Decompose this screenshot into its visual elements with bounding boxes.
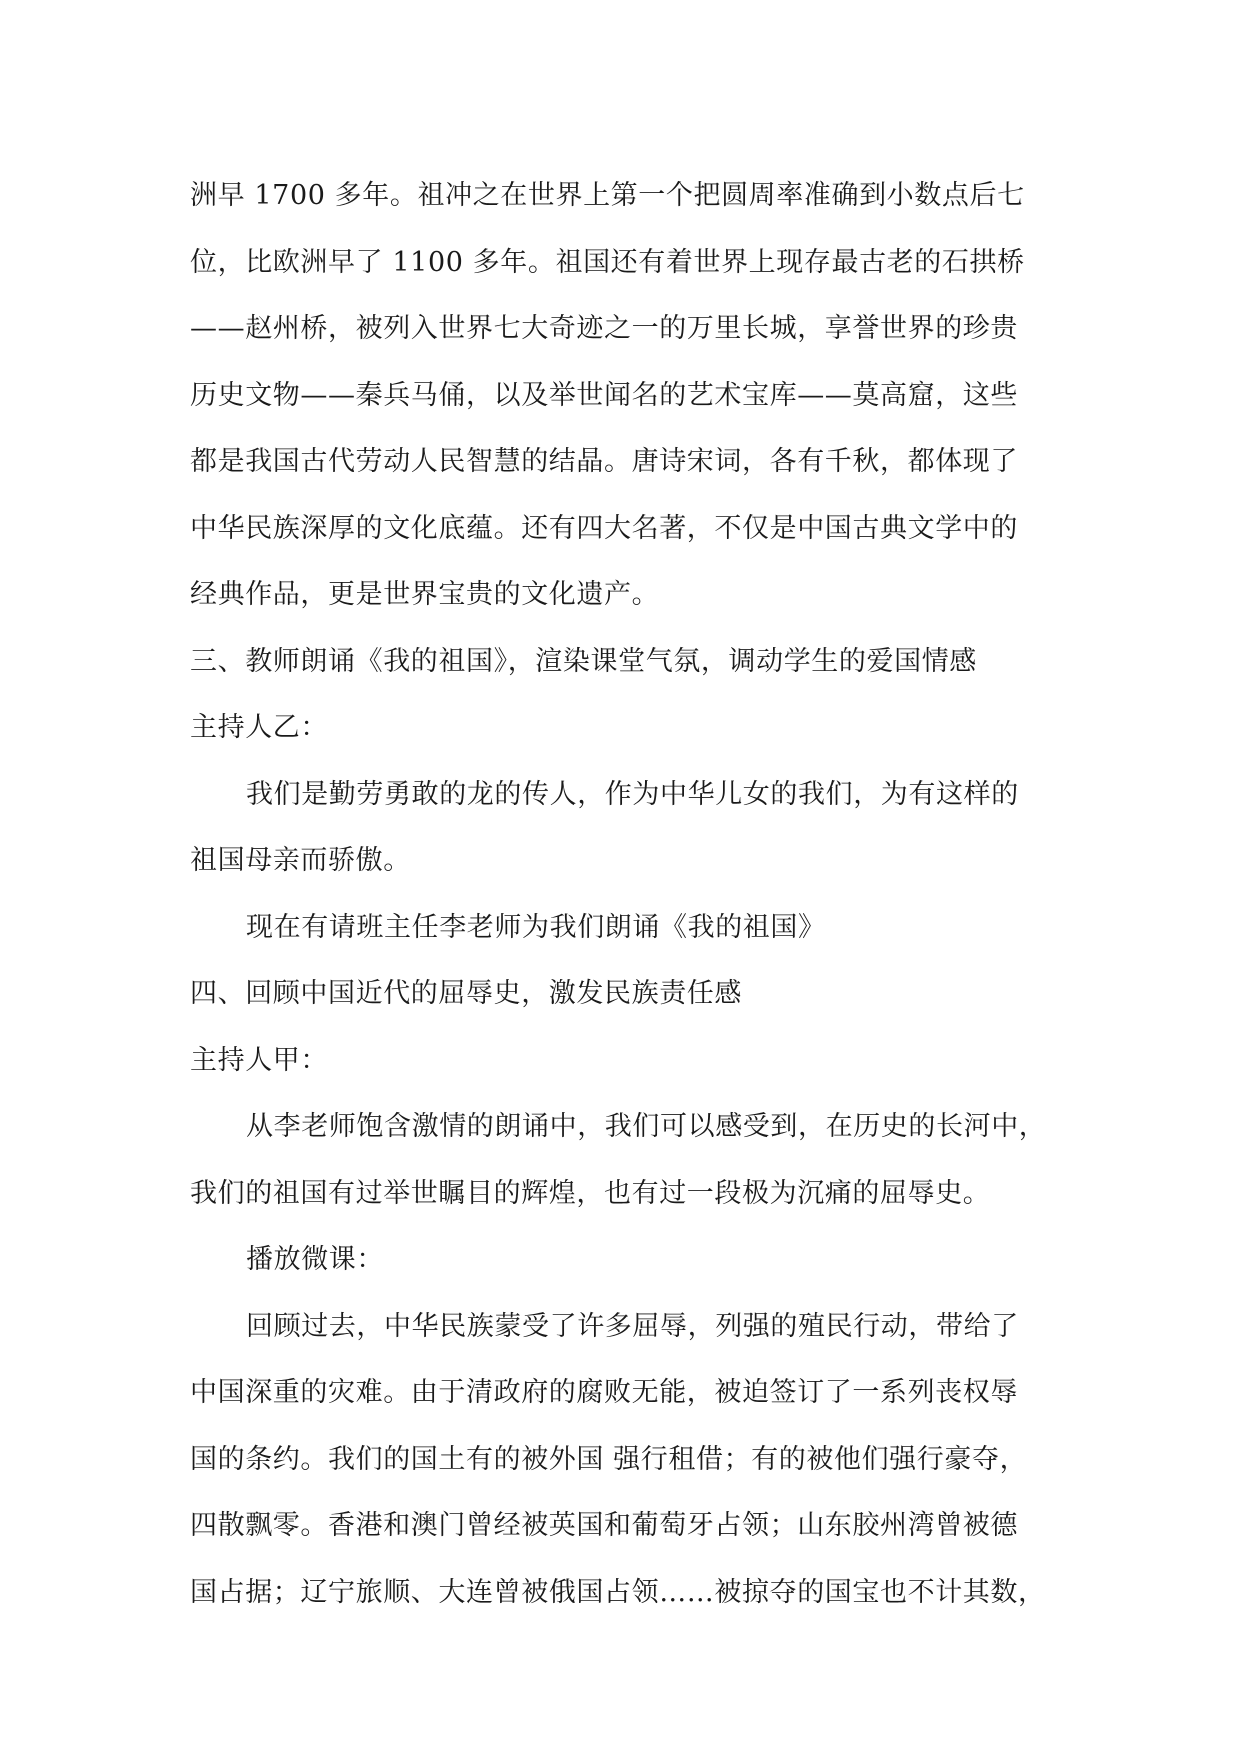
text-line: 经典作品，更是世界宝贵的文化遗产。 (190, 579, 660, 610)
text-line: 洲早 1700 多年。祖冲之在世界上第一个把圆周率准确到小数点后七 (190, 180, 1025, 211)
section-heading: 三、教师朗诵《我的祖国》，渲染课堂气氛，调动学生的爱国情感 (190, 645, 977, 677)
text-line: 我们是勤劳勇敢的龙的传人，作为中华儿女的我们，为有这样的 (246, 778, 1019, 810)
text-line: 播放微课： (246, 1244, 384, 1275)
text-line: 都是我国古代劳动人民智慧的结晶。唐诗宋词，各有千秋，都体现了 (190, 446, 1018, 477)
text-line: 四散飘零。香港和澳门曾经被英国和葡萄牙占领；山东胶州湾曾被德 (190, 1510, 1018, 1541)
text-line: 祖国母亲而骄傲。 (190, 845, 411, 876)
section-heading: 四、回顾中国近代的屈辱史，激发民族责任感 (190, 978, 742, 1009)
text-line: 中国深重的灾难。由于清政府的腐败无能，被迫签订了一系列丧权辱 (190, 1377, 1018, 1408)
text-line: 中华民族深厚的文化底蕴。还有四大名著，不仅是中国古典文学中的 (190, 512, 1018, 544)
text-line: ——赵州桥，被列入世界七大奇迹之一的万里长城，享誉世界的珍贵 (190, 313, 1018, 344)
text-line: 位，比欧洲早了 1100 多年。祖国还有着世界上现存最古老的石拱桥 (190, 246, 1025, 278)
text-line: 现在有请班主任李老师为我们朗诵《我的祖国》 (246, 911, 826, 943)
text-line: 回顾过去，中华民族蒙受了许多屈辱，列强的殖民行动，带给了 (246, 1310, 1019, 1342)
text-line: 历史文物——秦兵马俑，以及举世闻名的艺术宝库——莫高窟，这些 (190, 379, 1018, 411)
speaker-label: 主持人甲： (190, 1044, 328, 1076)
text-line: 从李老师饱含激情的朗诵中，我们可以感受到，在历史的长河中， (246, 1111, 1047, 1142)
speaker-label: 主持人乙： (190, 712, 328, 743)
text-line: 国占据；辽宁旅顺、大连曾被俄国占领……被掠夺的国宝也不计其数， (190, 1576, 1046, 1608)
text-line: 我们的祖国有过举世瞩目的辉煌，也有过一段极为沉痛的屈辱史。 (190, 1177, 991, 1209)
text-line: 国的条约。我们的国土有的被外国 强行租借；有的被他们强行豪夺， (190, 1443, 1028, 1475)
document-page (190, 163, 1070, 1626)
